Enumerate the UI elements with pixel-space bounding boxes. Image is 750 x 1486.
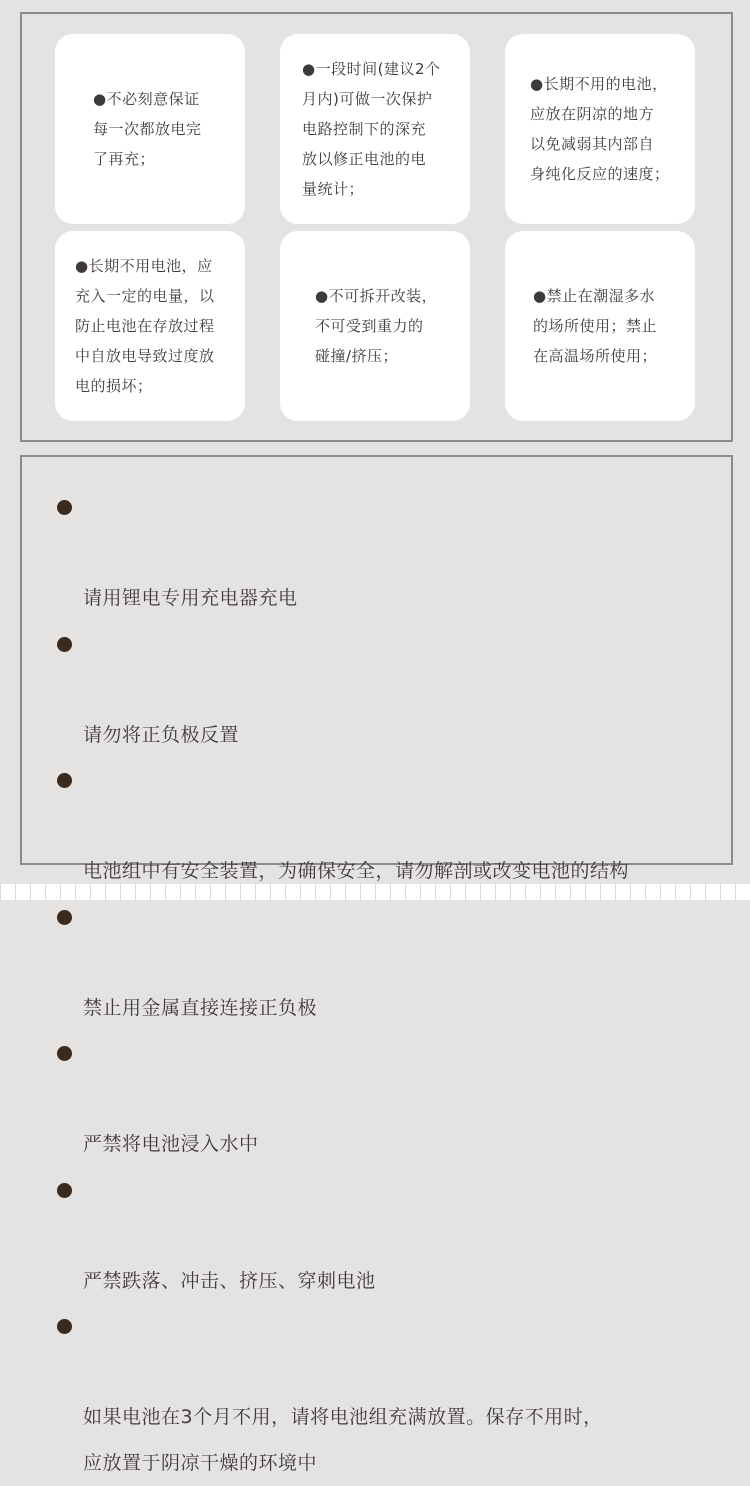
list-item — [57, 485, 629, 622]
bullet-icon — [57, 500, 72, 515]
tip-card-text: ●长期不用的电池， 应放在阴凉的地方 以免减弱其内部自 身纯化反应的速度； — [530, 75, 670, 183]
tip-card-6 — [505, 231, 695, 421]
list-item-text: 禁止用金属直接连接正负极 — [83, 996, 318, 1019]
bullet-icon — [57, 773, 72, 788]
tip-card-5 — [280, 231, 470, 421]
list-item-text: 请勿将正负极反置 — [83, 723, 240, 746]
list-item-text: 严禁将电池浸入水中 — [83, 1133, 259, 1155]
list-item — [57, 895, 629, 1032]
list-item-text: 请用锂电专用充电器充电 — [83, 587, 298, 609]
bullet-icon — [57, 637, 72, 652]
list-item-text: 如果电池在3个月不用，请将电池组充满放置。保存不用时， 应放置于阴凉干燥的环境中 — [83, 1406, 603, 1474]
tip-card-3 — [505, 34, 695, 224]
tip-card-text: ●不可拆开改装， 不可受到重力的 碰撞/挤压； — [315, 287, 438, 365]
list-item — [57, 758, 629, 895]
battery-tips-panel — [20, 12, 733, 442]
bullet-icon — [57, 1183, 72, 1198]
safety-list — [57, 485, 629, 1486]
list-item — [57, 1031, 629, 1168]
tip-card-text: ●禁止在潮湿多水 的场所使用；禁止 在高温场所使用； — [533, 287, 658, 365]
list-item — [57, 1168, 629, 1305]
tip-card-4 — [55, 231, 245, 421]
tip-card-2 — [280, 34, 470, 224]
bottom-ruler-strip — [0, 884, 750, 900]
bullet-icon — [57, 1046, 72, 1061]
list-item — [57, 622, 629, 759]
list-item — [57, 1304, 629, 1486]
list-item-text: 电池组中有安全装置，为确保安全，请勿解剖或改变电池的结构 — [83, 860, 630, 882]
safety-warnings-panel — [20, 455, 733, 1474]
bullet-icon — [57, 1319, 72, 1334]
list-item-text: 严禁跌落、冲击、挤压、穿刺电池 — [83, 1269, 376, 1292]
tip-card-1 — [55, 34, 245, 224]
tip-card-text: ●不必刻意保证 每一次都放电完 了再充； — [93, 90, 202, 168]
tip-card-text: ●一段时间(建议2个 月内)可做一次保护 电路控制下的深充 放以修正电池的电 量统计； — [302, 60, 441, 198]
bullet-icon — [57, 910, 72, 925]
tip-card-text: ●长期不用电池，应 充入一定的电量，以 防止电池在存放过程 中自放电导致过度放 电的损坏； — [75, 257, 215, 395]
